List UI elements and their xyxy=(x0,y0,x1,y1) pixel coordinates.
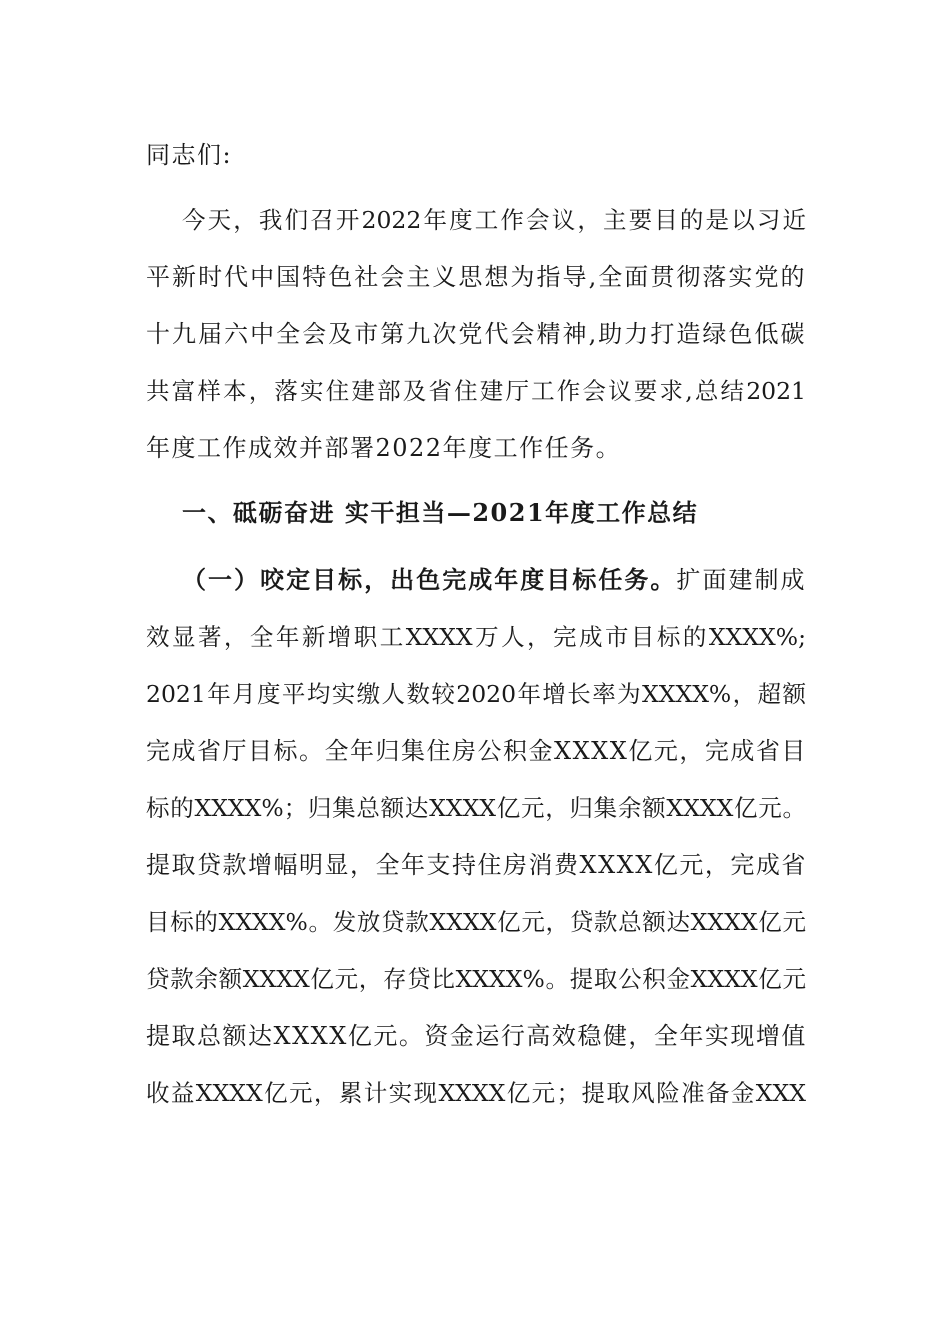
paragraph-line: 共富样本，落实住建部及省住建厅工作会议要求,总结2021 xyxy=(146,377,806,405)
subsection-first-line xyxy=(182,565,806,595)
paragraph-line: 贷款余额XXXX亿元，存贷比XXXX%。提取公积金XXXX亿元 xyxy=(146,965,806,993)
paragraph-line: 提取贷款增幅明显，全年支持住房消费XXXX亿元，完成省 xyxy=(146,851,807,879)
paragraph-line: 标的XXXX%；归集总额达XXXX亿元，归集余额XXXX亿元。 xyxy=(146,794,806,822)
salutation: 同志们: xyxy=(146,141,233,169)
paragraph-line: 平新时代中国特色社会主义思想为指导,全面贯彻落实党的 xyxy=(146,263,806,291)
paragraph-line: 十九届六中全会及市第九次党代会精神,助力打造绿色低碳 xyxy=(146,320,806,348)
paragraph-line: 收益XXXX亿元，累计实现XXXX亿元；提取风险准备金XXX xyxy=(146,1079,806,1107)
paragraph-line: 今天，我们召开2022年度工作会议，主要目的是以习近 xyxy=(182,206,806,234)
section-heading: 一、砥砺奋进 实干担当—2021年度工作总结 xyxy=(182,498,699,527)
paragraph-line: 目标的XXXX%。发放贷款XXXX亿元，贷款总额达XXXX亿元 xyxy=(146,908,806,936)
paragraph-line: 2021年月度平均实缴人数较2020年增长率为XXXX%，超额 xyxy=(146,680,806,708)
subsection-heading: （一）咬定目标，出色完成年度目标任务。 xyxy=(182,565,677,594)
paragraph-line: 提取总额达XXXX亿元。资金运行高效稳健，全年实现增值 xyxy=(146,1022,807,1050)
paragraph-line: 年度工作成效并部署2022年度工作任务。 xyxy=(146,434,622,462)
subsection-first-line-text: 扩面建制成 xyxy=(676,566,807,594)
paragraph-line: 完成省厅目标。全年归集住房公积金XXXX亿元，完成省目 xyxy=(146,737,807,765)
paragraph-line: 效显著，全年新增职工XXXX万人，完成市目标的XXXX%; xyxy=(146,623,806,651)
